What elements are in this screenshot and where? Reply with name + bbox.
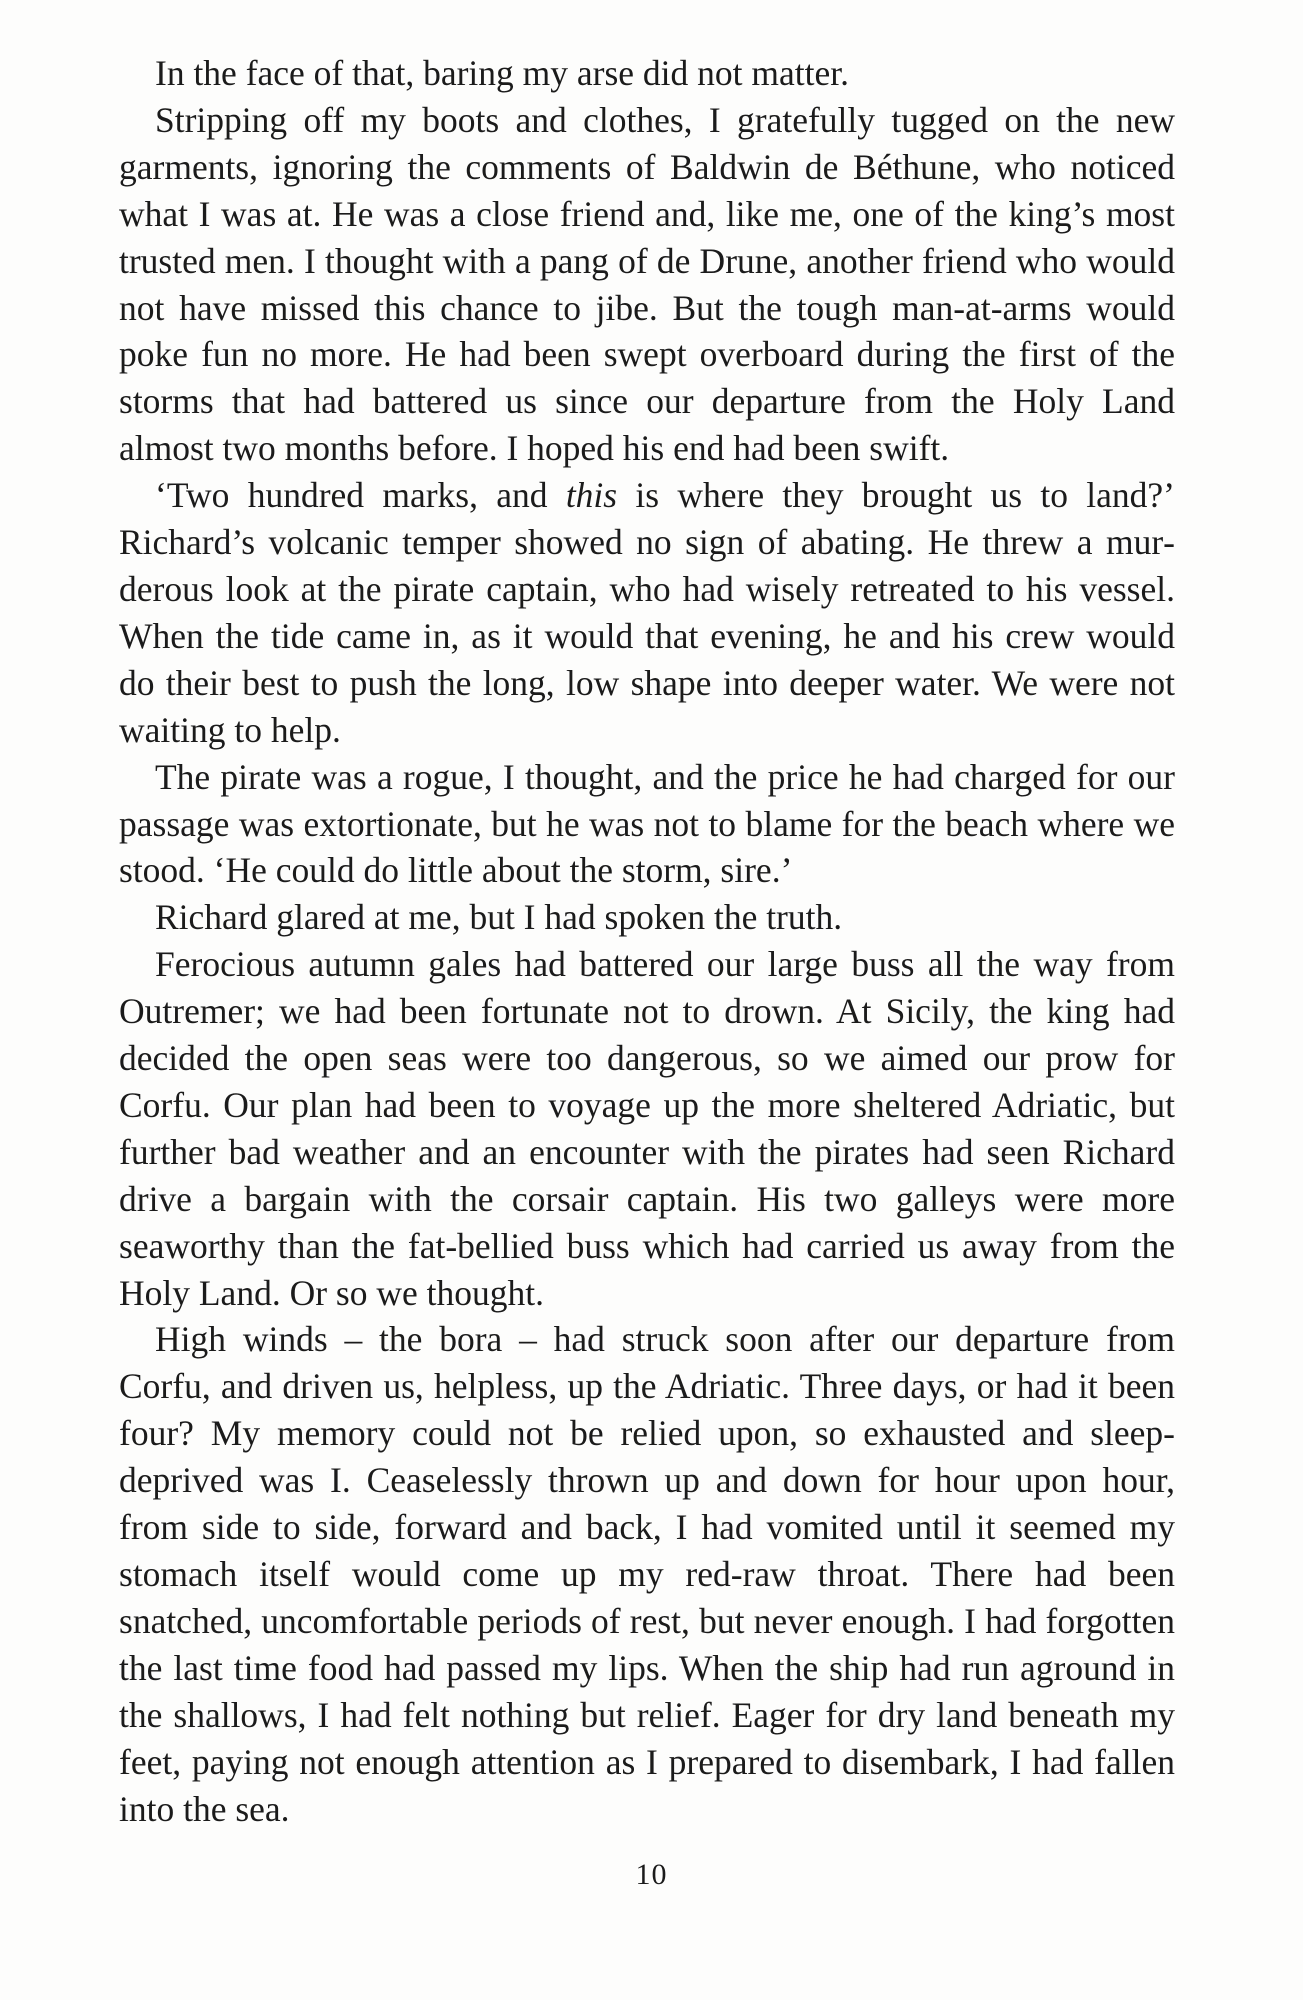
text-run: Richard glared at me, but I had spoken the truth. [155,897,843,938]
text-run: is where they brought us to land?’ Richard’s volcanic temper showed no sign of abating. He threw a murderous look at the pirate captain, who had wisely retreated to his vessel. When the tide came in, as it would that evening, he and his crew would do their best to push the long, low shape into deeper water. We were not waiting to help. [119,475,1175,750]
paragraph [119,754,1175,895]
paragraph [119,472,1175,753]
paragraph [119,1316,1175,1832]
body-text [119,50,1175,1832]
text-run: The pirate was a rogue, I thought, and the price he had charged for our passage was extortionate, but he was not to blame for the beach where we stood. ‘He could do little about the storm, sire.’ [119,756,1175,891]
paragraph [119,941,1175,1316]
text-run: Stripping off my boots and clothes, I gratefully tugged on the new garments, ignoring the comments of Baldwin de Béthune, who noticed what I was at. He was a close friend and, like me, one of the king’s most trusted men. I thought with a pang of de Drune, another friend who would not have missed this chance to jibe. But the tough man-at-arms would poke fun no more. He had been swept overboard during the first of the storms that had battered us since our departure from the Holy Land almost two months before. I hoped his end had been swift. [119,99,1175,469]
paragraph [119,50,1175,97]
text-run: High winds – the bora – had struck soon after our departure from Corfu, and driven us, helpless, up the Adriatic. Three days, or had it been four? My memory could not be relied upon, so exhausted and sleep-deprived was I. Ceaselessly thrown up and down for hour upon hour, from side to side, forward and back, I had vomited until it seemed my stomach itself would come up my red-raw throat. There had been snatched, uncomfortable periods of rest, but never enough. I had forgotten the last time food had passed my lips. When the ship had run aground in the shallows, I had felt nothing but relief. Eager for dry land beneath my feet, paying not enough attention as I prepared to disembark, I had fallen into the sea. [119,1319,1175,1829]
text-run: In the face of that, baring my arse did not matter. [155,53,849,93]
italic-text-run: this [565,475,618,516]
paragraph [119,894,1175,941]
paragraph [119,97,1175,472]
text-run: Ferocious autumn gales had battered our large buss all the way from Outremer; we had been fortunate not to drown. At Sicily, the king had decided the open seas were too dangerous, so we aimed our prow for Corfu. Our plan had been to voyage up the more sheltered Adriatic, but further bad weather and an encounter with the pirates had seen Richard drive a bargain with the corsair captain. His two galleys were more seaworthy than the fat-bellied buss which had carried us away from the Holy Land. Or so we thought. [119,944,1175,1313]
text-run: ‘Two hundred marks, and [155,475,566,516]
page-number: 10 [635,1858,668,1891]
